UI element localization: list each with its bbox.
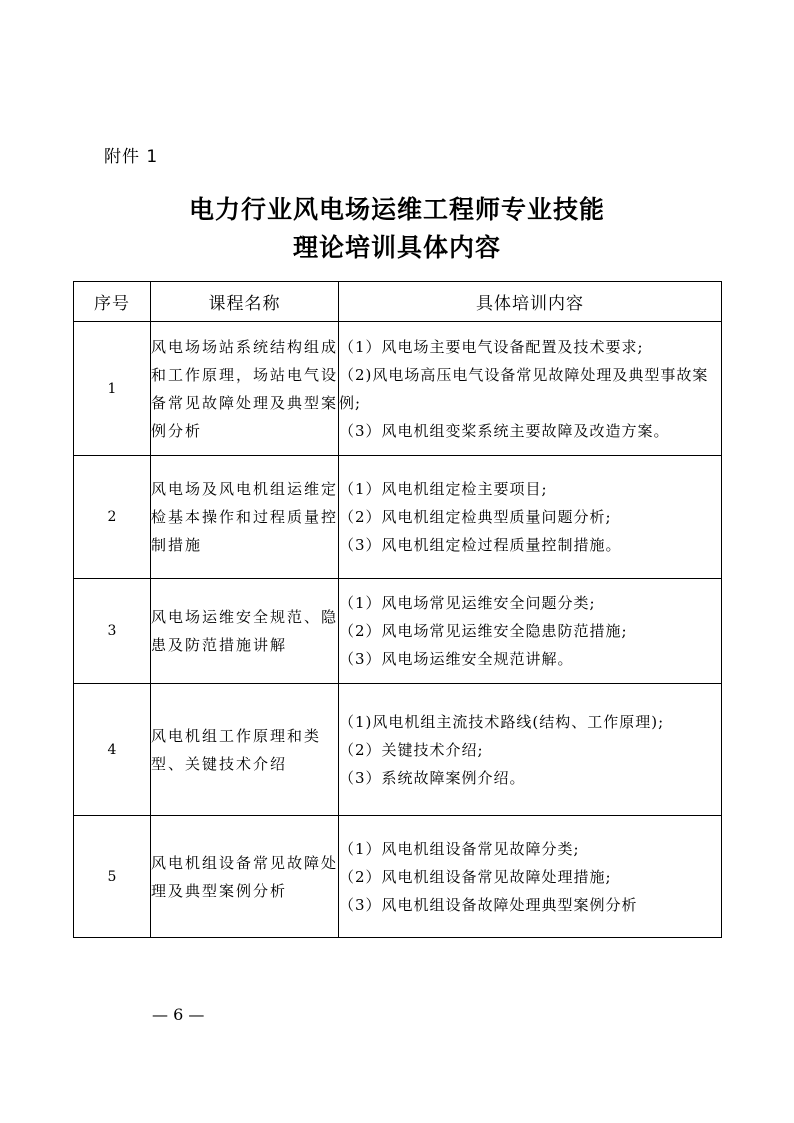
row-number: 1 [74,322,151,456]
attachment-label: 附件 1 [104,147,159,167]
table-row [74,579,722,684]
header-serial-number: 序号 [74,282,151,322]
content-item: （2）关键技术介绍; [339,740,484,759]
table-header-row [74,282,722,322]
row-number: 4 [74,684,151,816]
content-item: （2）风电场常见运维安全隐患防范措施; [339,622,628,640]
course-name: 风电机组工作原理和类型、关键技术介绍 [151,684,339,816]
content-item: （2）风电机组定检典型质量问题分析; [339,508,612,526]
table-row [74,816,722,938]
table-row [74,684,722,816]
header-training-content: 具体培训内容 [339,282,722,322]
header-course-name: 课程名称 [151,282,339,322]
row-number: 2 [74,456,151,579]
course-name: 风电场及风电机组运维定检基本操作和过程质量控制措施 [151,456,339,579]
document-title-line-2: 理论培训具体内容 [292,233,501,262]
document-title-line-1: 电力行业风电场运维工程师专业技能 [188,195,605,224]
training-content [339,322,722,456]
content-item: （3）系统故障案例介绍。 [339,768,526,787]
course-name: 风电场场站系统结构组成和工作原理，场站电气设备常见故障处理及典型案例分析 [151,322,339,456]
training-content [339,456,722,579]
content-item: （3）风电场运维安全规范讲解。 [339,650,574,668]
content-item: （1）风电机组定检主要项目; [339,480,548,498]
content-item: （1）风电场主要电气设备配置及技术要求; [339,337,644,356]
row-number: 5 [74,816,151,938]
training-content [339,816,722,938]
content-item: （1）风电机组设备常见故障分类; [339,839,580,858]
content-item: （1）风电场常见运维安全问题分类; [339,594,596,612]
content-item: （3）风电机组变桨系统主要故障及改造方案。 [339,421,670,440]
training-content [339,579,722,684]
training-content-table [73,281,722,938]
content-item: （3）风电机组设备故障处理典型案例分析 [339,895,638,914]
content-item: （1)风电机组主流技术路线(结构、工作原理); [339,712,665,731]
table-row [74,456,722,579]
row-number: 3 [74,579,151,684]
training-content [339,684,722,816]
course-name: 风电场运维安全规范、隐患及防范措施讲解 [151,579,339,684]
course-name: 风电机组设备常见故障处理及典型案例分析 [151,816,339,938]
table-row [74,322,722,456]
content-item: （3）风电机组定检过程质量控制措施。 [339,536,622,554]
page-number: — 6 — [152,1005,205,1024]
content-item: （2)风电场高压电气设备常见故障处理及典型事故案例; [339,365,709,412]
content-item: （2）风电机组设备常见故障处理措施; [339,867,612,886]
